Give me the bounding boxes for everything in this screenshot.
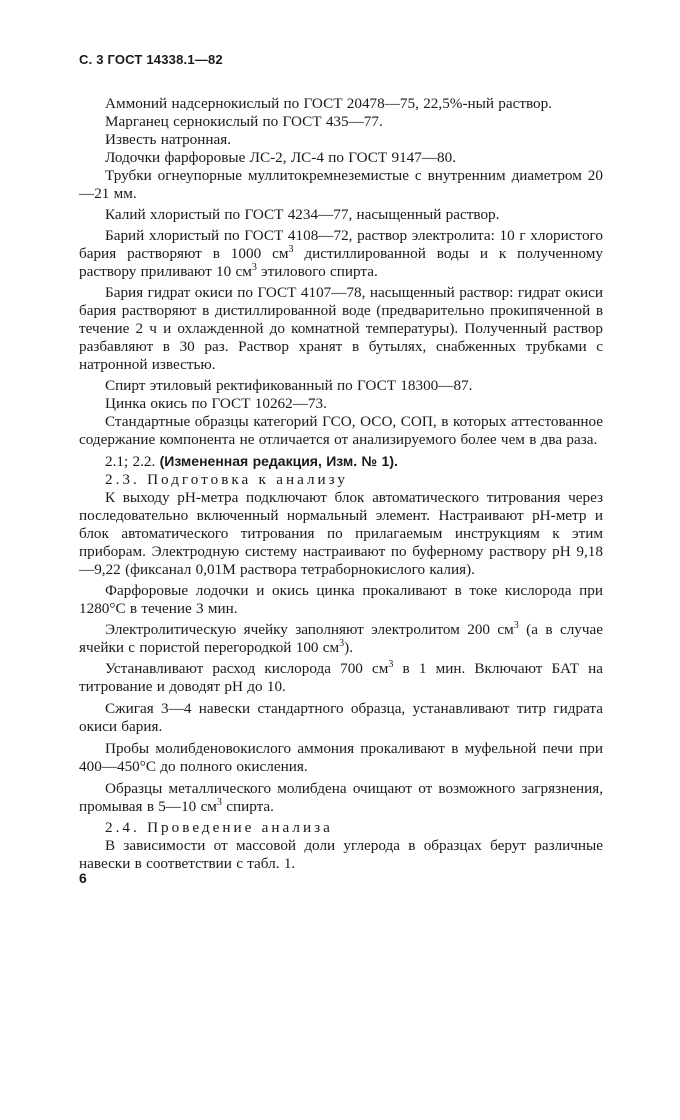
amendment-label: (Измененная редакция, Изм. № 1). [159, 453, 398, 469]
paragraph [79, 227, 603, 281]
paragraph [79, 780, 603, 816]
superscript: 3 [388, 658, 394, 670]
text-span: (а в случае ячейки с пористой перегородкой 100 см [79, 621, 603, 656]
superscript: 3 [288, 243, 294, 255]
text-span: этилового спирта. [256, 263, 378, 280]
section-heading: 2.4. Проведение анализа [105, 819, 333, 836]
page-number: 6 [79, 870, 87, 886]
superscript: 3 [251, 261, 257, 273]
paragraph: Стандартные образцы категорий ГСО, ОСО, СОП, в которых аттестованное содержание компонента не отличается от анализируемого более чем в два раза. [79, 413, 603, 448]
text-span: в 1 мин. Включают БАТ на титрование и доводят pH до 10. [79, 660, 603, 695]
paragraph [79, 621, 603, 657]
paragraph: Известь натронная. [105, 131, 232, 148]
text-span: Образцы металлического молибдена очищают от возможного загрязнения, промывая в 5—10 см [79, 780, 603, 815]
paragraph: Пробы молибденовокислого аммония прокаливают в муфельной печи при 400—450°С до полного окисления. [79, 740, 603, 775]
paragraph [79, 660, 603, 696]
superscript: 3 [513, 619, 519, 631]
document-body [79, 95, 603, 876]
paragraph: Фарфоровые лодочки и окись цинка прокаливают в токе кислорода при 1280°С в течение 3 мин. [79, 582, 603, 617]
paragraph: Бария гидрат окиси по ГОСТ 4107—78, насыщенный раствор: гидрат окиси бария растворяют в дистиллированной воде (предварительно прокипяченной в течение 2 ч и охлажденной до комнатной температуры). Полученный раствор разбавляют в 30 раз. Раствор хранят в бутылях, снабженных трубками с натронной известью. [79, 284, 603, 373]
paragraph: Сжигая 3—4 навески стандартного образца, устанавливают титр гидрата окиси бария. [79, 700, 603, 735]
text-span: Барий хлористый по ГОСТ 4108—72, раствор электролита: 10 г хлористого бария растворяют в 1000 см [79, 227, 603, 262]
paragraph: Аммоний надсернокислый по ГОСТ 20478—75, 22,5%-ный раствор. [105, 95, 553, 112]
paragraph: Цинка окись по ГОСТ 10262—73. [105, 395, 327, 412]
paragraph: Марганец сернокислый по ГОСТ 435—77. [105, 113, 383, 130]
paragraph: Спирт этиловый ректификованный по ГОСТ 18300—87. [105, 377, 473, 394]
amendment-note [79, 452, 603, 471]
text-span: дистиллированной воды и к полученному раствору приливают 10 см [79, 245, 603, 280]
paragraph: В зависимости от массовой доли углерода в образцах берут различные навески в соответствии с табл. 1. [79, 837, 603, 872]
superscript: 3 [216, 796, 222, 808]
paragraph: Лодочки фарфоровые ЛС-2, ЛС-4 по ГОСТ 9147—80. [105, 149, 457, 166]
text-span: Устанавливают расход кислорода 700 см [105, 660, 389, 677]
page-header: С. 3 ГОСТ 14338.1—82 [79, 52, 223, 67]
superscript: 3 [339, 637, 345, 649]
paragraph: Трубки огнеупорные муллитокремнеземистые с внутренним диаметром 20—21 мм. [79, 167, 603, 202]
text-span: ). [344, 639, 354, 656]
text-span: спирта. [221, 798, 274, 815]
paragraph: К выходу pH-метра подключают блок автоматического титрования через последовательно включенный нормальный элемент. Настраивают pH-метр и блок автоматического титрования по прилагаемым инструкциям к этим приборам. Электродную систему настраивают по буферному раствору pH 9,18—9,22 (фиксанал 0,01М раствора тетраборнокислого калия). [79, 489, 603, 578]
paragraph: Калий хлористый по ГОСТ 4234—77, насыщенный раствор. [105, 206, 500, 223]
text-span: Электролитическую ячейку заполняют электролитом 200 см [105, 621, 514, 638]
text-span: 2.1; 2.2. [105, 453, 160, 470]
section-heading: 2.3. Подготовка к анализу [105, 471, 348, 488]
